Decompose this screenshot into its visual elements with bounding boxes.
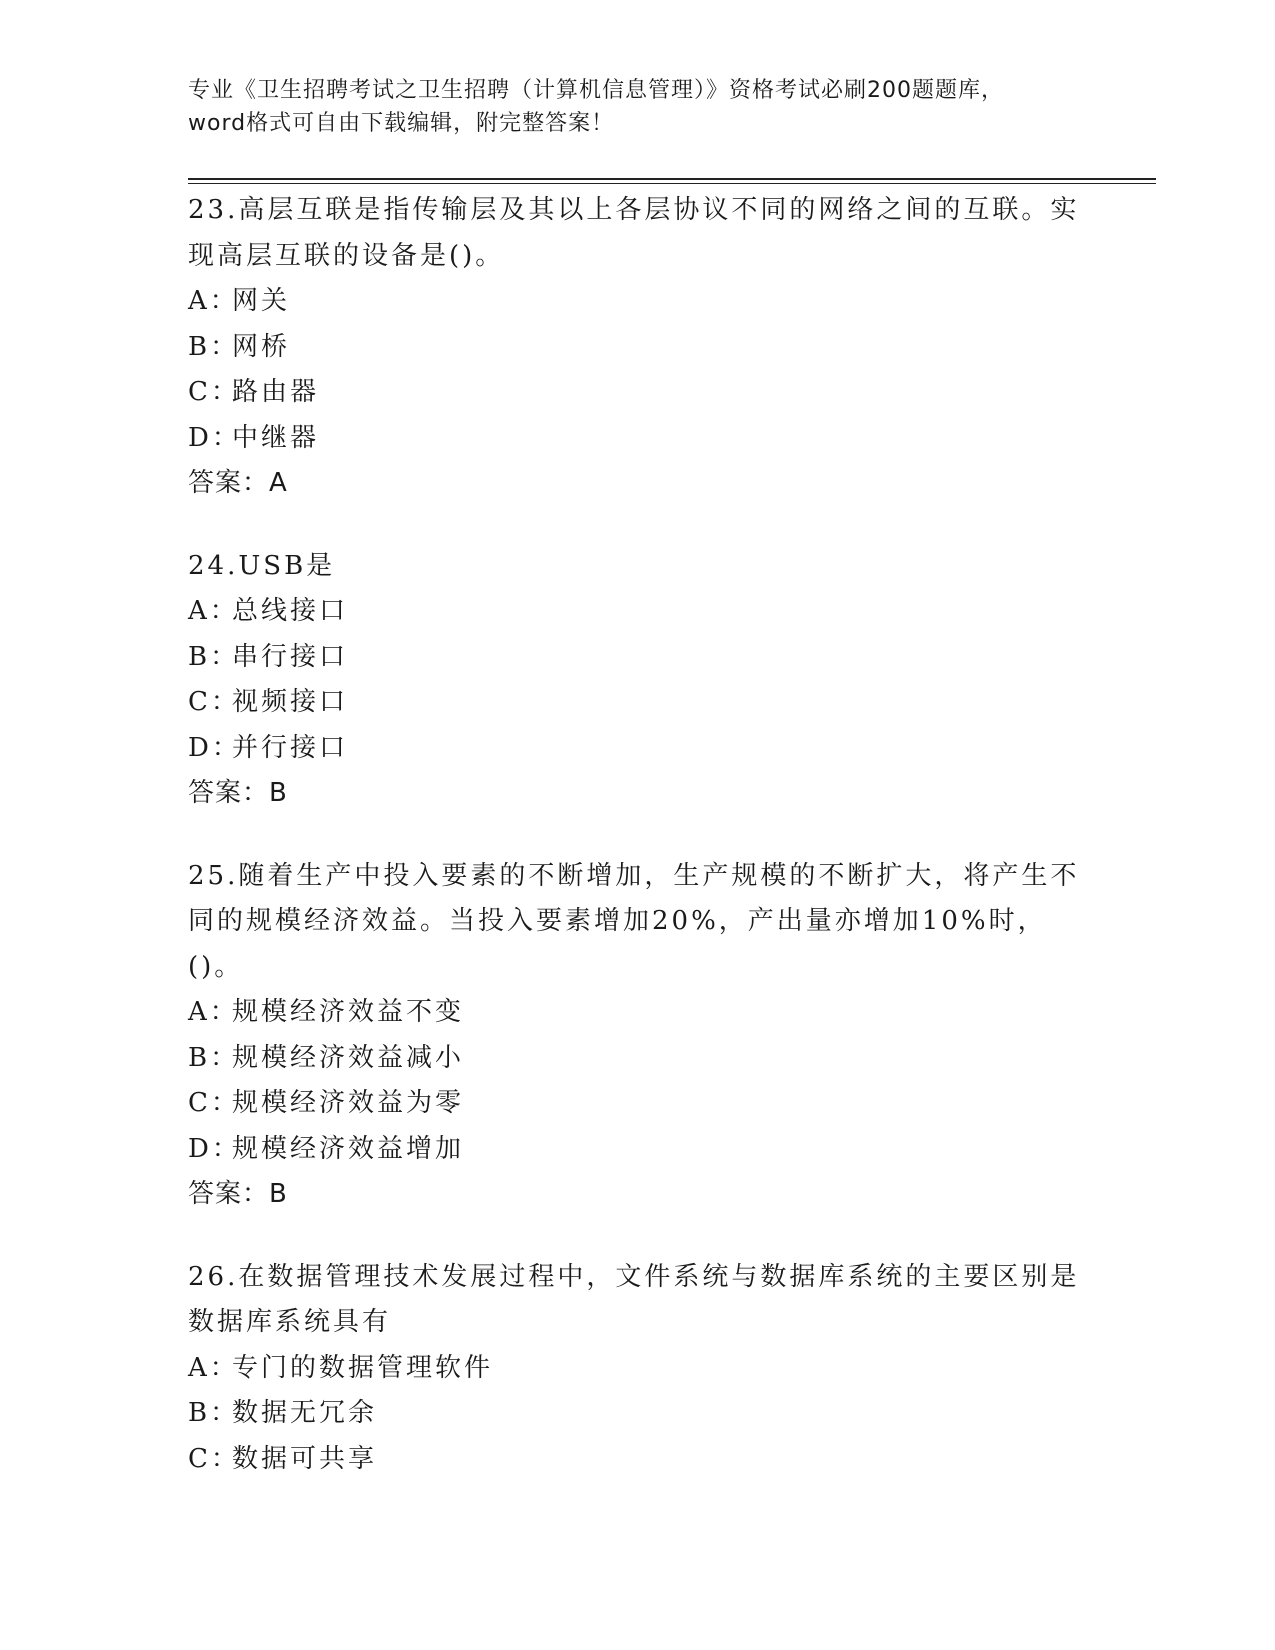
option-text: 总线接口 [232,596,349,626]
option-key: A： [188,1352,239,1383]
option-c [188,1081,1088,1127]
option-key: A： [188,997,239,1027]
option-key: B： [188,1398,240,1428]
option-c [188,1437,1088,1483]
question-26 [188,1255,1088,1483]
option-d [188,726,1088,772]
answer-line: 答案：A [188,468,288,498]
option-key: C： [188,1088,240,1118]
header-line-1: 专业《卫生招聘考试之卫生招聘（计算机信息管理）》资格考试必刷200题题库， [188,78,1004,103]
option-d [188,1127,1088,1173]
option-text: 数据无冗余 [232,1398,378,1428]
answer-line: 答案：B [188,778,288,808]
option-b [188,635,1088,681]
document-header [188,74,1108,140]
option-c [188,680,1088,726]
option-text: 规模经济效益为零 [232,1088,465,1118]
option-b [188,1391,1088,1437]
option-a [188,279,1088,325]
header-line-2: word格式可自由下载编辑，附完整答案！ [188,111,615,136]
option-text: 规模经济效益不变 [232,997,465,1027]
option-text: 规模经济效益增加 [232,1133,465,1164]
option-text: 路由器 [232,377,320,407]
option-text: 网关 [232,286,291,316]
option-b [188,325,1088,371]
option-c [188,370,1088,416]
option-text: 并行接口 [232,732,349,763]
option-key: B： [188,1042,240,1073]
option-a [188,1346,1088,1392]
option-key: A： [188,596,239,626]
option-text: 数据可共享 [232,1443,378,1474]
question-25 [188,854,1088,1218]
question-stem: 26.在数据管理技术发展过程中，文件系统与数据库系统的主要区别是数据库系统具有 [188,1261,1080,1337]
header-divider-thin [188,183,1156,184]
option-key: B： [188,331,240,362]
question-stem: 25.随着生产中投入要素的不断增加，生产规模的不断扩大，将产生不同的规模经济效益。当投入要素增加20%，产出量亦增加10%时，()。 [188,860,1080,982]
option-key: C： [188,1443,240,1474]
option-text: 中继器 [232,422,320,453]
header-divider [188,178,1156,180]
option-b [188,1036,1088,1082]
option-key: C： [188,377,240,407]
option-text: 专门的数据管理软件 [232,1352,494,1383]
question-23 [188,188,1088,507]
option-text: 网桥 [232,331,291,362]
option-key: D： [188,732,241,763]
option-key: C： [188,687,240,717]
option-text: 串行接口 [232,641,349,672]
option-a [188,990,1088,1036]
question-list [188,188,1088,1519]
option-key: B： [188,641,240,672]
question-24 [188,544,1088,817]
option-key: D： [188,1133,241,1164]
option-text: 规模经济效益减小 [232,1042,465,1073]
option-a [188,589,1088,635]
question-stem: 24.USB是 [188,550,336,581]
option-d [188,416,1088,462]
option-key: A： [188,286,239,316]
answer-line: 答案：B [188,1179,288,1209]
question-stem: 23.高层互联是指传输层及其以上各层协议不同的网络之间的互联。实现高层互联的设备是()。 [188,195,1080,271]
option-text: 视频接口 [232,687,349,717]
option-key: D： [188,422,241,453]
